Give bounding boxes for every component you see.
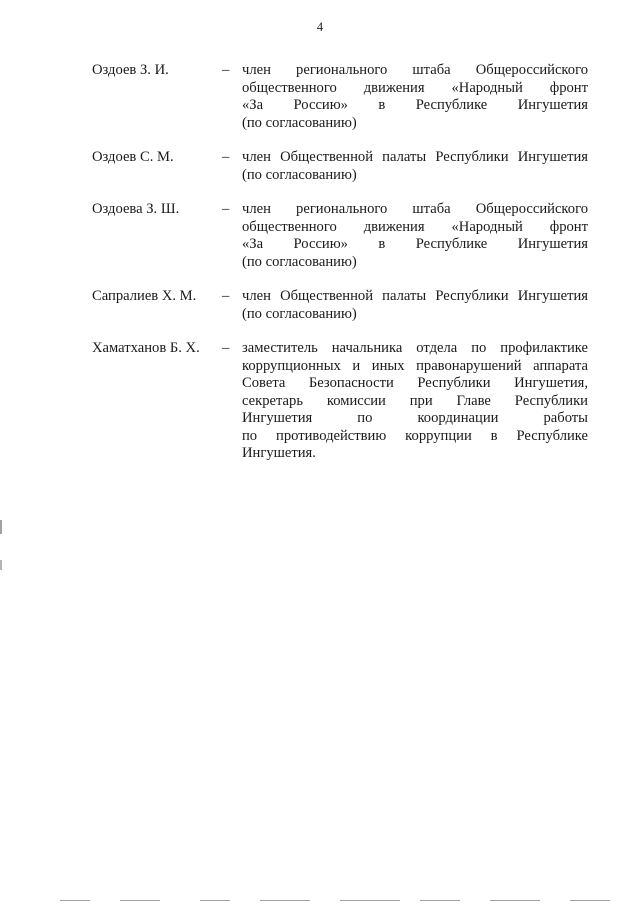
role-line: Совета Безопасности Республики Ингушетия, bbox=[242, 375, 588, 391]
role-line: член регионального штаба Общероссийского bbox=[242, 201, 588, 217]
member-role bbox=[242, 340, 588, 463]
member-name: Сапралиев Х. М. bbox=[92, 288, 197, 304]
dash-separator: – bbox=[222, 62, 230, 78]
scan-artifact bbox=[0, 520, 2, 534]
member-name: Оздоева З. Ш. bbox=[92, 201, 180, 217]
scan-artifact bbox=[260, 900, 310, 901]
dash-separator: – bbox=[222, 149, 230, 165]
dash-separator: – bbox=[222, 340, 230, 356]
role-line: заместитель начальника отдела по профилактике bbox=[242, 340, 588, 356]
role-line: член регионального штаба Общероссийского bbox=[242, 62, 588, 78]
role-line: Ингушетия. bbox=[242, 445, 316, 461]
role-line: (по согласованию) bbox=[242, 166, 357, 183]
role-line: коррупционных и иных правонарушений аппарата bbox=[242, 357, 588, 374]
scan-artifact bbox=[60, 900, 90, 901]
member-entry bbox=[92, 149, 588, 184]
member-entry bbox=[92, 62, 588, 132]
member-entry bbox=[92, 288, 588, 323]
scan-artifact bbox=[200, 900, 230, 901]
role-line: общественного движения «Народный фронт bbox=[242, 79, 588, 96]
role-line: (по согласованию) bbox=[242, 253, 357, 270]
member-role bbox=[242, 149, 588, 184]
role-line: общественного движения «Народный фронт bbox=[242, 218, 588, 235]
scan-artifact bbox=[120, 900, 160, 901]
member-role bbox=[242, 288, 588, 323]
scan-artifact bbox=[0, 560, 2, 570]
role-line: (по согласованию) bbox=[242, 114, 357, 131]
member-name: Оздоев С. М. bbox=[92, 149, 174, 165]
role-line: (по согласованию) bbox=[242, 305, 357, 322]
role-line: член Общественной палаты Республики Ингушетия bbox=[242, 288, 588, 304]
role-line: «За Россию» в Республике Ингушетия bbox=[242, 236, 588, 252]
scan-artifact bbox=[420, 900, 460, 901]
dash-separator: – bbox=[222, 288, 230, 304]
member-name: Оздоев З. И. bbox=[92, 62, 169, 78]
role-line: секретарь комиссии при Главе Республики bbox=[242, 392, 588, 409]
role-line: «За Россию» в Республике Ингушетия bbox=[242, 97, 588, 113]
dash-separator: – bbox=[222, 201, 230, 217]
page-number: 4 bbox=[316, 20, 324, 34]
role-line: Ингушетия по координации работы bbox=[242, 410, 588, 426]
member-role bbox=[242, 62, 588, 132]
member-entry bbox=[92, 201, 588, 271]
member-list bbox=[92, 62, 588, 463]
scan-artifact bbox=[340, 900, 400, 901]
member-entry bbox=[92, 340, 588, 463]
role-line: по противодействию коррупции в Республике bbox=[242, 427, 588, 444]
member-role bbox=[242, 201, 588, 271]
scan-artifact bbox=[570, 900, 610, 901]
role-line: член Общественной палаты Республики Ингушетия bbox=[242, 149, 588, 165]
scan-artifact bbox=[490, 900, 540, 901]
member-name: Хаматханов Б. Х. bbox=[92, 340, 200, 356]
